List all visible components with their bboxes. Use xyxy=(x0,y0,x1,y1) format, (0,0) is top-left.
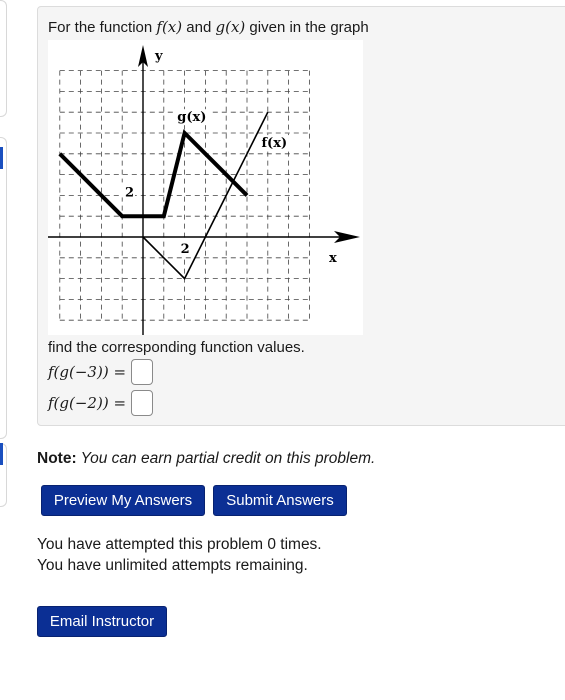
answer-row xyxy=(48,389,153,417)
x-axis-label: x xyxy=(329,251,337,266)
note-text: You can earn partial credit on this problem. xyxy=(76,450,376,467)
answer-expression: f(g(−2)) = xyxy=(48,394,127,412)
graph-grid xyxy=(60,71,310,321)
side-marker xyxy=(0,147,3,169)
g-function-label: g(x) xyxy=(215,18,246,36)
side-marker xyxy=(0,443,3,465)
partial-credit-note xyxy=(37,450,375,468)
side-tab-top xyxy=(0,0,7,117)
answer-input-1[interactable] xyxy=(131,359,153,385)
graph-svg xyxy=(48,40,363,335)
f-function-label: f(x) xyxy=(156,18,183,36)
find-instructions: find the corresponding function values. xyxy=(48,339,305,356)
y-axis-label: y xyxy=(155,49,163,64)
answer-expression: f(g(−3)) = xyxy=(48,363,127,381)
email-instructor-button[interactable]: Email Instructor xyxy=(37,606,167,637)
attempts-remaining-text: You have unlimited attempts remaining. xyxy=(37,557,308,574)
problem-panel xyxy=(37,6,565,426)
attempts-info xyxy=(37,534,322,576)
statement-text: and xyxy=(182,19,216,36)
tick-label-y: 2 xyxy=(125,185,135,201)
attempts-count-text: You have attempted this problem 0 times. xyxy=(37,536,322,553)
function-graph xyxy=(48,40,363,335)
answer-row xyxy=(48,358,153,386)
problem-statement xyxy=(48,18,369,36)
statement-text: given in the graph xyxy=(245,19,369,36)
side-tab-middle xyxy=(0,137,7,439)
preview-answers-button[interactable]: Preview My Answers xyxy=(41,485,205,516)
answer-input-2[interactable] xyxy=(131,390,153,416)
statement-text: For the function xyxy=(48,19,157,36)
note-label: Note: xyxy=(37,450,77,467)
submit-answers-button[interactable]: Submit Answers xyxy=(213,485,347,516)
f-curve-label: f(x) xyxy=(261,136,288,152)
g-curve-label: g(x) xyxy=(177,110,207,126)
tick-label-x: 2 xyxy=(180,242,190,257)
